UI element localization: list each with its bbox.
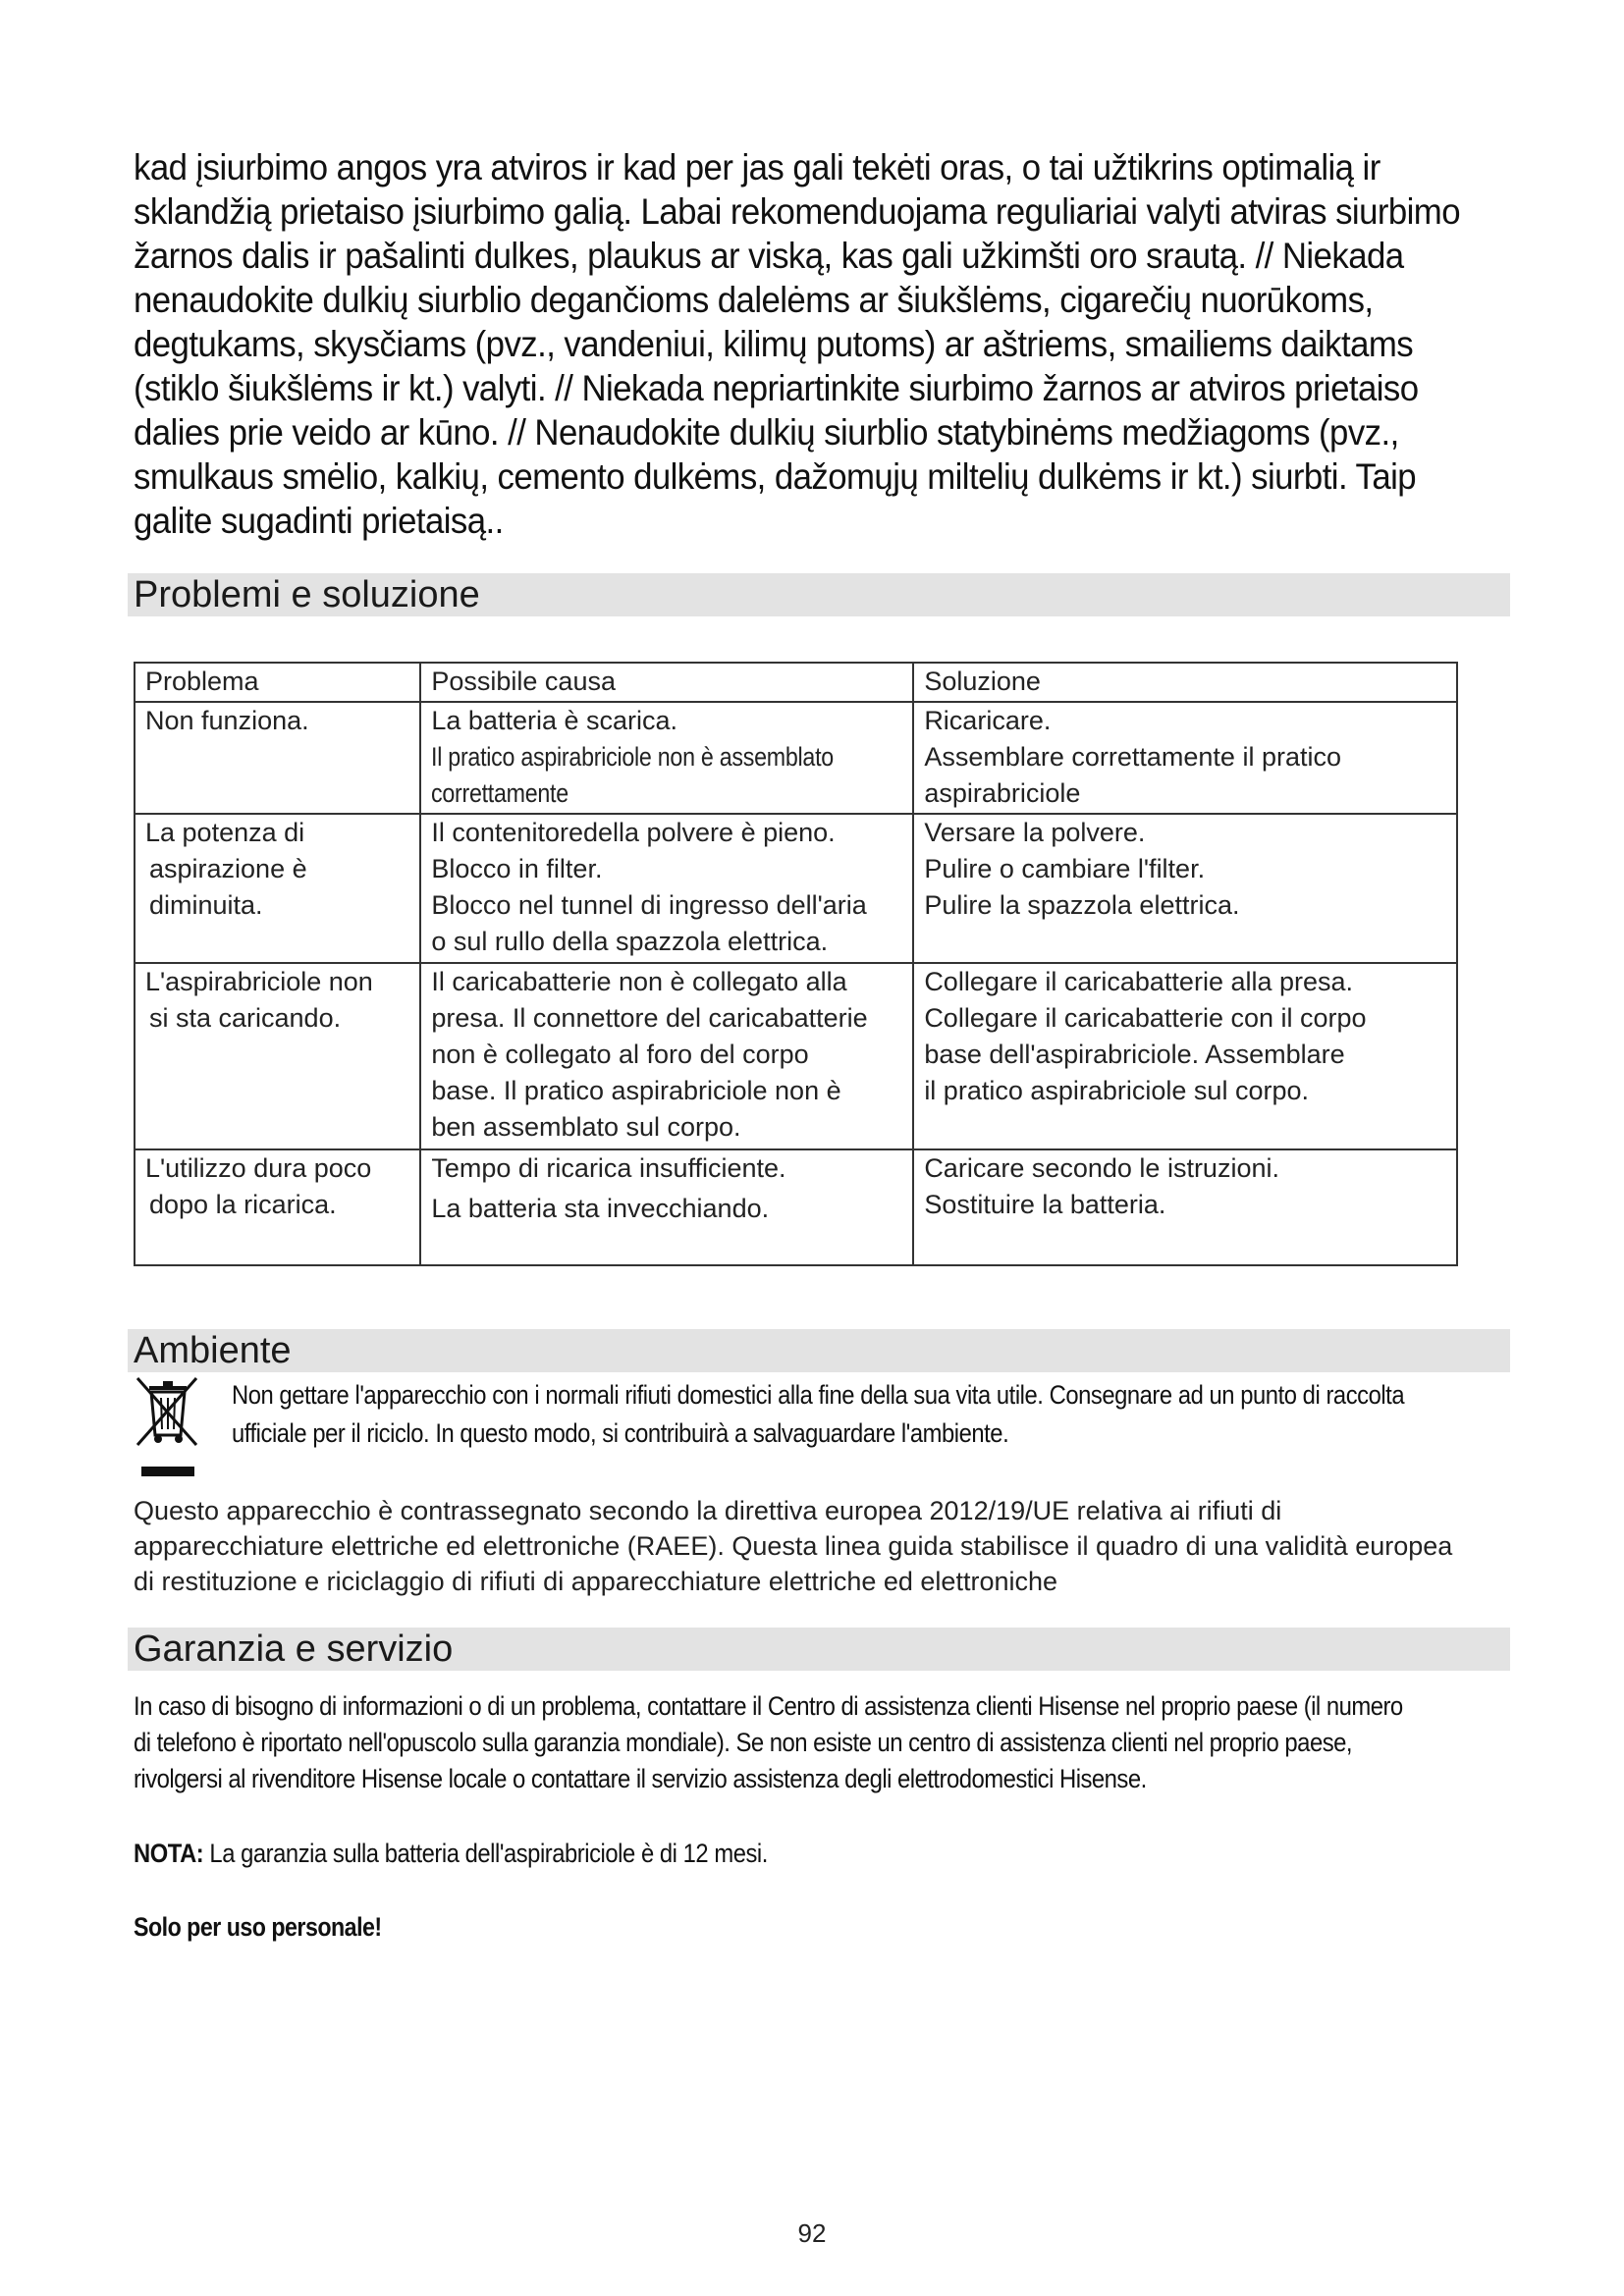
section-header-environment	[128, 1329, 1510, 1372]
cause-cell: Il contenitoredella polvere è pieno. Blocco in filter. Blocco nel tunnel di ingresso dell'aria o sul rullo della spazzola elettrica.	[420, 814, 913, 963]
intro-line: (stiklo šiukšlėms ir kt.) valyti. // Niekada nepriartinkite siurbimo žarnos ar atviros prietaiso	[134, 368, 1419, 408]
troubleshooting-table	[134, 662, 1458, 1266]
solution-cell: Versare la polvere. Pulire o cambiare l'filter. Pulire la spazzola elettrica.	[913, 814, 1457, 963]
table-row	[135, 963, 1457, 1149]
cause-cell: Tempo di ricarica insufficiente. La batteria sta invecchiando.	[420, 1149, 913, 1265]
table-row	[135, 1149, 1457, 1265]
warranty-note	[134, 1836, 768, 1871]
section-header-warranty	[128, 1628, 1510, 1671]
solution-cell: Ricaricare. Assemblare correttamente il pratico aspirabriciole	[913, 702, 1457, 814]
personal-use-notice: Solo per uso personale!	[134, 1912, 382, 1942]
note-text: La garanzia sulla batteria dell'aspirabriciole è di 12 mesi.	[203, 1839, 768, 1868]
table-row	[135, 814, 1457, 963]
crossed-out-wheelie-bin-icon	[132, 1372, 202, 1482]
intro-paragraph	[134, 145, 1509, 543]
intro-line: degtukams, skysčiams (pvz., vandeniui, kilimų putoms) ar aštriems, smailiems daiktams	[134, 324, 1414, 364]
raee-line: di restituzione e riciclaggio di rifiuti di apparecchiature elettriche ed elettroniche	[134, 1567, 1058, 1596]
cause-cell: Il caricabatterie non è collegato alla presa. Il connettore del caricabatterie non è collegato al foro del corpo base. Il pratico aspirabriciole non è ben assemblato sul corpo.	[420, 963, 913, 1149]
section-title: Garanzia e servizio	[134, 1629, 454, 1670]
raee-line: apparecchiature elettriche ed elettroniche (RAEE). Questa linea guida stabilisce il quadro di una validità europea	[134, 1531, 1453, 1561]
section-title: Ambiente	[134, 1330, 292, 1371]
raee-paragraph	[134, 1493, 1508, 1599]
warranty-line: rivolgersi al rivenditore Hisense locale o contattare il servizio assistenza degli elettrodomestici Hisense.	[134, 1764, 1147, 1793]
page-number: 92	[797, 2218, 827, 2248]
problem-cell: L'aspirabriciole non si sta caricando.	[135, 963, 420, 1149]
warranty-line: di telefono è riportato nell'opuscolo sulla garanzia mondiale). Se non esiste un centro di assistenza clienti nel proprio paese,	[134, 1728, 1352, 1757]
solution-cell: Collegare il caricabatterie alla presa. Collegare il caricabatterie con il corpo base dell'aspirabriciole. Assemblare il pratico aspirabriciole sul corpo.	[913, 963, 1457, 1149]
table-header-cell: Possibile causa	[420, 663, 913, 702]
table-header-row	[135, 663, 1457, 702]
environment-line: ufficiale per il riciclo. In questo modo, si contribuirà a salvaguardare l'ambiente.	[232, 1418, 1009, 1448]
section-title: Problemi e soluzione	[134, 574, 480, 615]
table-header-cell: Soluzione	[913, 663, 1457, 702]
raee-line: Questo apparecchio è contrassegnato secondo la direttiva europea 2012/19/UE relativa ai rifiuti di	[134, 1496, 1282, 1525]
solution-cell: Caricare secondo le istruzioni. Sostituire la batteria.	[913, 1149, 1457, 1265]
warranty-paragraph	[134, 1688, 1489, 1797]
table-header-cell: Problema	[135, 663, 420, 702]
problem-cell: La potenza di aspirazione è diminuita.	[135, 814, 420, 963]
section-header-problems	[128, 573, 1510, 616]
cause-cell: La batteria è scarica. Il pratico aspirabriciole non è assemblato correttamente	[420, 702, 913, 814]
problem-cell: Non funziona.	[135, 702, 420, 814]
intro-line: žarnos dalis ir pašalinti dulkes, plaukus ar viską, kas gali užkimšti oro srautą. // Niekada	[134, 236, 1404, 276]
problem-cell: L'utilizzo dura poco dopo la ricarica.	[135, 1149, 420, 1265]
intro-line: galite sugadinti prietaisą..	[134, 501, 504, 541]
environment-paragraph	[232, 1376, 1441, 1453]
intro-line: nenaudokite dulkių siurblio degančioms dalelėms ar šiukšlėms, cigarečių nuorūkoms,	[134, 280, 1374, 320]
intro-line: kad įsiurbimo angos yra atviros ir kad per jas gali tekėti oras, o tai užtikrins optimalią ir	[134, 147, 1380, 187]
warranty-line: In caso di bisogno di informazioni o di un problema, contattare il Centro di assistenza clienti Hisense nel proprio paese (il numero	[134, 1691, 1403, 1721]
intro-line: dalies prie veido ar kūno. // Nenaudokite dulkių siurblio statybinėms medžiagoms (pvz.,	[134, 412, 1399, 453]
note-label: NOTA:	[134, 1839, 204, 1868]
table-row	[135, 702, 1457, 814]
environment-line: Non gettare l'apparecchio con i normali rifiuti domestici alla fine della sua vita utile. Consegnare ad un punto di raccolta	[232, 1380, 1405, 1410]
intro-line: smulkaus smėlio, kalkių, cemento dulkėms, dažomųjų miltelių dulkėms ir kt.) siurbti. Taip	[134, 456, 1417, 497]
intro-line: sklandžią prietaiso įsiurbimo galią. Labai rekomenduojama reguliariai valyti atviras siurbimo	[134, 191, 1461, 232]
